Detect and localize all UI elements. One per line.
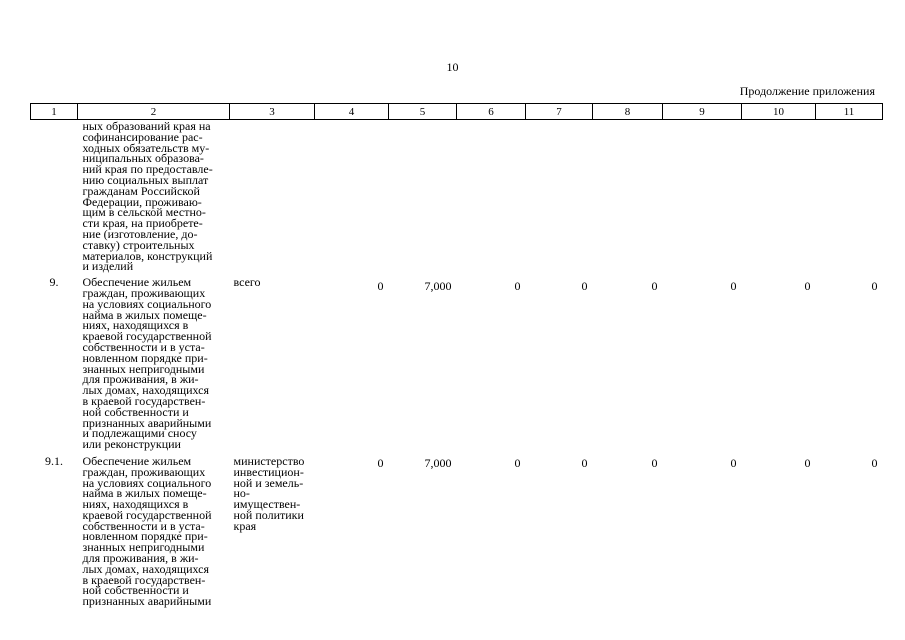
continuation-label: Продолжение приложения xyxy=(739,84,875,98)
value-cell-col10: 0 xyxy=(804,279,811,294)
table-row-continuation xyxy=(31,120,883,273)
header-cell-9: 9 xyxy=(663,104,742,120)
row-executor-cell xyxy=(230,120,315,273)
appendix-table xyxy=(30,103,883,607)
table-header-row xyxy=(31,104,883,120)
value-cell-col7: 0 xyxy=(581,279,588,294)
row-number-cell xyxy=(31,120,78,273)
value-cell-col4: 0 xyxy=(377,455,384,470)
header-cell-8: 8 xyxy=(593,104,663,120)
header-cell-4: 4 xyxy=(315,104,389,120)
row-name-cell: Обеспечение жильем граждан, проживающих на условиях социального найма в жилых помеще- ниях, находящихся в краевой государственной собственности и в уста- новленном порядке при- знанных непригодными для проживания, в жи- лых домах, находящихся в краевой государствен- ной собственности и признанных аварийными xyxy=(82,453,212,609)
value-cell-col7: 0 xyxy=(581,455,588,470)
row-executor-cell: всего xyxy=(233,275,261,290)
row-name-cell: Обеспечение жильем граждан, проживающих на условиях социального найма в жилых помеще- ниях, находящихся в краевой государственной собственности и в уста- новленном порядке при- знанных непригодными для проживания, в жи- лых домах, находящихся в краевой государствен- ной собственности и признанных аварийными и подлежащими сносу или реконструкции xyxy=(82,275,212,452)
row-number-cell: 9.1. xyxy=(45,453,63,468)
header-cell-1: 1 xyxy=(31,104,78,120)
row-executor-cell: министерство инвестицион- ной и земель- но- имуществен- ной политики края xyxy=(233,453,305,533)
value-cell-col8: 0 xyxy=(651,279,658,294)
header-cell-7: 7 xyxy=(526,104,593,120)
value-cell-col4: 0 xyxy=(377,279,384,294)
value-cell-col8: 0 xyxy=(651,455,658,470)
page-number: 10 xyxy=(446,60,459,74)
value-cell-col7 xyxy=(526,120,593,273)
value-cell-col9: 0 xyxy=(730,455,737,470)
header-cell-10: 10 xyxy=(742,104,816,120)
header-cell-2: 2 xyxy=(78,104,230,120)
header-cell-6: 6 xyxy=(457,104,526,120)
value-cell-col5: 7,000 xyxy=(424,455,452,470)
value-cell-col5 xyxy=(389,120,457,273)
value-cell-col10 xyxy=(742,120,816,273)
value-cell-col11 xyxy=(816,120,883,273)
value-cell-col9: 0 xyxy=(730,279,737,294)
header-cell-3: 3 xyxy=(230,104,315,120)
value-cell-col6 xyxy=(457,120,526,273)
table-row-9 xyxy=(31,272,883,450)
value-cell-col4 xyxy=(315,120,389,273)
value-cell-col11: 0 xyxy=(871,279,878,294)
header-cell-5: 5 xyxy=(389,104,457,120)
row-name-cell: ных образований края на софинансирование рас- ходных обязательств му- ниципальных образова- ний края по предоставле- нию социальных выплат гражданам Российской Федерации, проживаю- щим в сельской местно- сти края, на приобрете- ние (изготовление, до- ставку) строительных материалов, конструкций и изделий xyxy=(82,119,213,274)
row-number-cell: 9. xyxy=(49,275,59,290)
table-row-9-1 xyxy=(31,450,883,607)
value-cell-col8 xyxy=(593,120,663,273)
value-cell-col11: 0 xyxy=(871,455,878,470)
value-cell-col9 xyxy=(663,120,742,273)
value-cell-col5: 7,000 xyxy=(424,279,452,294)
value-cell-col6: 0 xyxy=(514,455,521,470)
value-cell-col10: 0 xyxy=(804,455,811,470)
header-cell-11: 11 xyxy=(816,104,883,120)
value-cell-col6: 0 xyxy=(514,279,521,294)
